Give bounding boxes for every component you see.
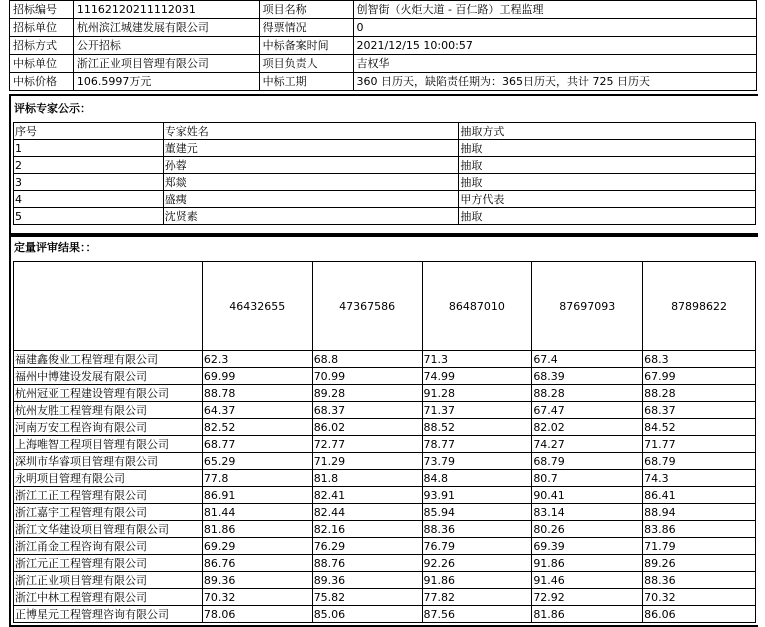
score-value: 82.52: [202, 419, 312, 436]
score-value: 71.29: [312, 453, 422, 470]
score-column-header: 46432655: [202, 262, 312, 351]
score-value: 91.86: [532, 555, 643, 572]
score-section: [9, 233, 758, 627]
score-value: 75.82: [312, 589, 422, 606]
score-value: 81.86: [532, 606, 643, 623]
info-row: [10, 73, 757, 91]
expert-cell: 4: [14, 191, 164, 208]
info-value: 2021/12/15 10:00:57: [353, 37, 756, 55]
score-value: 68.77: [202, 436, 312, 453]
score-row: [14, 419, 756, 436]
score-company-name: 浙江元正工程管理有限公司: [14, 555, 203, 572]
score-company-name: 浙江工正工程管理有限公司: [14, 487, 203, 504]
info-label: 招标单位: [10, 19, 74, 37]
expert-cell: 抽取: [459, 140, 756, 157]
score-value: 84.52: [643, 419, 756, 436]
score-value: 68.39: [532, 368, 643, 385]
score-value: 89.28: [312, 385, 422, 402]
score-value: 91.28: [422, 385, 532, 402]
info-label: 得票情况: [259, 19, 353, 37]
score-value: 90.41: [532, 487, 643, 504]
expert-cell: 盛痍: [163, 191, 459, 208]
expert-cell: 2: [14, 157, 164, 174]
info-label: 中标工期: [259, 73, 353, 91]
info-value: 浙江正业项目管理有限公司: [73, 55, 259, 73]
score-value: 88.94: [643, 504, 756, 521]
expert-header-cell: 序号: [14, 123, 164, 140]
info-label: 招标编号: [10, 1, 74, 19]
score-value: 81.8: [312, 470, 422, 487]
score-value: 88.76: [312, 555, 422, 572]
score-company-name: 浙江文华建设项目管理有限公司: [14, 521, 203, 538]
score-value: 71.77: [643, 436, 756, 453]
score-value: 83.86: [643, 521, 756, 538]
expert-cell: 甲方代表: [459, 191, 756, 208]
score-value: 68.37: [643, 402, 756, 419]
score-value: 72.77: [312, 436, 422, 453]
expert-cell: 抽取: [459, 174, 756, 191]
score-value: 84.8: [422, 470, 532, 487]
expert-header-row: [14, 123, 756, 140]
score-value: 69.99: [202, 368, 312, 385]
expert-row: [14, 191, 756, 208]
score-company-name: 正博星元工程管理咨询有限公司: [14, 606, 203, 623]
score-column-header: 87898622: [643, 262, 756, 351]
expert-cell: 抽取: [459, 157, 756, 174]
score-value: 86.06: [643, 606, 756, 623]
expert-section-title: 评标专家公示：: [14, 102, 91, 115]
score-value: 89.36: [312, 572, 422, 589]
score-value: 85.06: [312, 606, 422, 623]
score-company-name: 杭州友胜工程管理有限公司: [14, 402, 203, 419]
score-row: [14, 368, 756, 385]
score-value: 88.36: [422, 521, 532, 538]
score-value: 71.37: [422, 402, 532, 419]
score-value: 86.76: [202, 555, 312, 572]
info-label: 项目负责人: [259, 55, 353, 73]
info-label: 项目名称: [259, 1, 353, 19]
expert-cell: 沈贤素: [163, 208, 459, 225]
score-value: 86.02: [312, 419, 422, 436]
score-row: [14, 589, 756, 606]
bid-info-table: [9, 0, 757, 91]
score-table: [13, 261, 756, 623]
score-value: 81.86: [202, 521, 312, 538]
info-label: 中标备案时间: [259, 37, 353, 55]
score-value: 67.4: [532, 351, 643, 368]
score-value: 88.36: [643, 572, 756, 589]
score-value: 65.29: [202, 453, 312, 470]
info-value: 360 日历天，缺陷责任期为：365日历天，共计 725 日历天: [353, 73, 756, 91]
score-value: 68.3: [643, 351, 756, 368]
score-value: 74.99: [422, 368, 532, 385]
score-value: 82.16: [312, 521, 422, 538]
score-value: 64.37: [202, 402, 312, 419]
score-value: 71.79: [643, 538, 756, 555]
score-value: 68.79: [643, 453, 756, 470]
score-company-name: 浙江嘉宇工程管理有限公司: [14, 504, 203, 521]
expert-header-cell: 抽取方式: [459, 123, 756, 140]
score-value: 86.91: [202, 487, 312, 504]
score-value: 69.29: [202, 538, 312, 555]
info-value: 11162120211112031: [73, 1, 259, 19]
score-column-header: 47367586: [312, 262, 422, 351]
score-value: 77.8: [202, 470, 312, 487]
score-value: 83.14: [532, 504, 643, 521]
score-value: 88.52: [422, 419, 532, 436]
info-value: 吉权华: [353, 55, 756, 73]
score-row: [14, 555, 756, 572]
score-value: 69.39: [532, 538, 643, 555]
score-value: 87.56: [422, 606, 532, 623]
score-value: 85.94: [422, 504, 532, 521]
score-value: 70.99: [312, 368, 422, 385]
score-value: 80.7: [532, 470, 643, 487]
info-value: 公开招标: [73, 37, 259, 55]
score-company-name: 河南万安工程咨询有限公司: [14, 419, 203, 436]
score-value: 76.79: [422, 538, 532, 555]
score-header-row: [14, 262, 756, 351]
score-row: [14, 385, 756, 402]
score-value: 68.37: [312, 402, 422, 419]
expert-cell: 1: [14, 140, 164, 157]
expert-section: [9, 94, 758, 237]
score-value: 82.44: [312, 504, 422, 521]
score-value: 77.82: [422, 589, 532, 606]
score-value: 68.79: [532, 453, 643, 470]
score-row: [14, 453, 756, 470]
score-company-name: 浙江甬金工程咨询有限公司: [14, 538, 203, 555]
score-row: [14, 436, 756, 453]
expert-cell: 3: [14, 174, 164, 191]
expert-cell: 抽取: [459, 208, 756, 225]
score-header-blank: [14, 262, 203, 351]
score-company-name: 福州中博建设发展有限公司: [14, 368, 203, 385]
score-value: 81.44: [202, 504, 312, 521]
score-value: 70.32: [643, 589, 756, 606]
score-value: 89.36: [202, 572, 312, 589]
score-company-name: 福建鑫俊业工程管理有限公司: [14, 351, 203, 368]
score-company-name: 永明项目管理有限公司: [14, 470, 203, 487]
score-value: 93.91: [422, 487, 532, 504]
expert-cell: 郑燚: [163, 174, 459, 191]
info-row: [10, 19, 757, 37]
info-label: 中标价格: [10, 73, 74, 91]
expert-row: [14, 140, 756, 157]
expert-cell: 董建元: [163, 140, 459, 157]
score-value: 71.3: [422, 351, 532, 368]
info-label: 招标方式: [10, 37, 74, 55]
expert-cell: 孙蓉: [163, 157, 459, 174]
score-column-header: 86487010: [422, 262, 532, 351]
info-value: 创智街（火炬大道 - 百仁路）工程监理: [353, 1, 756, 19]
score-row: [14, 351, 756, 368]
score-value: 88.28: [643, 385, 756, 402]
info-row: [10, 37, 757, 55]
expert-row: [14, 157, 756, 174]
score-value: 88.28: [532, 385, 643, 402]
expert-cell: 5: [14, 208, 164, 225]
score-value: 91.86: [422, 572, 532, 589]
score-value: 80.26: [532, 521, 643, 538]
info-row: [10, 1, 757, 19]
score-value: 73.79: [422, 453, 532, 470]
score-company-name: 浙江正业项目管理有限公司: [14, 572, 203, 589]
info-row: [10, 55, 757, 73]
score-row: [14, 504, 756, 521]
score-value: 89.26: [643, 555, 756, 572]
score-row: [14, 521, 756, 538]
score-row: [14, 402, 756, 419]
expert-table: [13, 122, 756, 225]
score-value: 82.41: [312, 487, 422, 504]
info-value: 106.5997万元: [73, 73, 259, 91]
score-column-header: 87697093: [532, 262, 643, 351]
info-value: 杭州滨江城建发展有限公司: [73, 19, 259, 37]
score-value: 91.46: [532, 572, 643, 589]
score-company-name: 浙江中林工程管理有限公司: [14, 589, 203, 606]
score-row: [14, 606, 756, 623]
score-value: 78.77: [422, 436, 532, 453]
score-value: 67.99: [643, 368, 756, 385]
score-company-name: 深圳市华睿项目管理有限公司: [14, 453, 203, 470]
score-value: 70.32: [202, 589, 312, 606]
info-label: 中标单位: [10, 55, 74, 73]
score-value: 67.47: [532, 402, 643, 419]
score-value: 68.8: [312, 351, 422, 368]
score-row: [14, 538, 756, 555]
score-row: [14, 487, 756, 504]
score-value: 92.26: [422, 555, 532, 572]
score-value: 74.27: [532, 436, 643, 453]
expert-header-cell: 专家姓名: [163, 123, 459, 140]
score-value: 74.3: [643, 470, 756, 487]
score-value: 72.92: [532, 589, 643, 606]
info-value: 0: [353, 19, 756, 37]
score-row: [14, 572, 756, 589]
score-company-name: 上海唯智工程项目管理有限公司: [14, 436, 203, 453]
score-row: [14, 470, 756, 487]
score-value: 62.3: [202, 351, 312, 368]
score-value: 76.29: [312, 538, 422, 555]
expert-row: [14, 208, 756, 225]
score-value: 82.02: [532, 419, 643, 436]
expert-row: [14, 174, 756, 191]
score-value: 78.06: [202, 606, 312, 623]
score-value: 88.78: [202, 385, 312, 402]
score-value: 86.41: [643, 487, 756, 504]
score-company-name: 杭州冠亚工程建设管理有限公司: [14, 385, 203, 402]
score-section-title: 定量评审结果：：: [14, 241, 97, 254]
